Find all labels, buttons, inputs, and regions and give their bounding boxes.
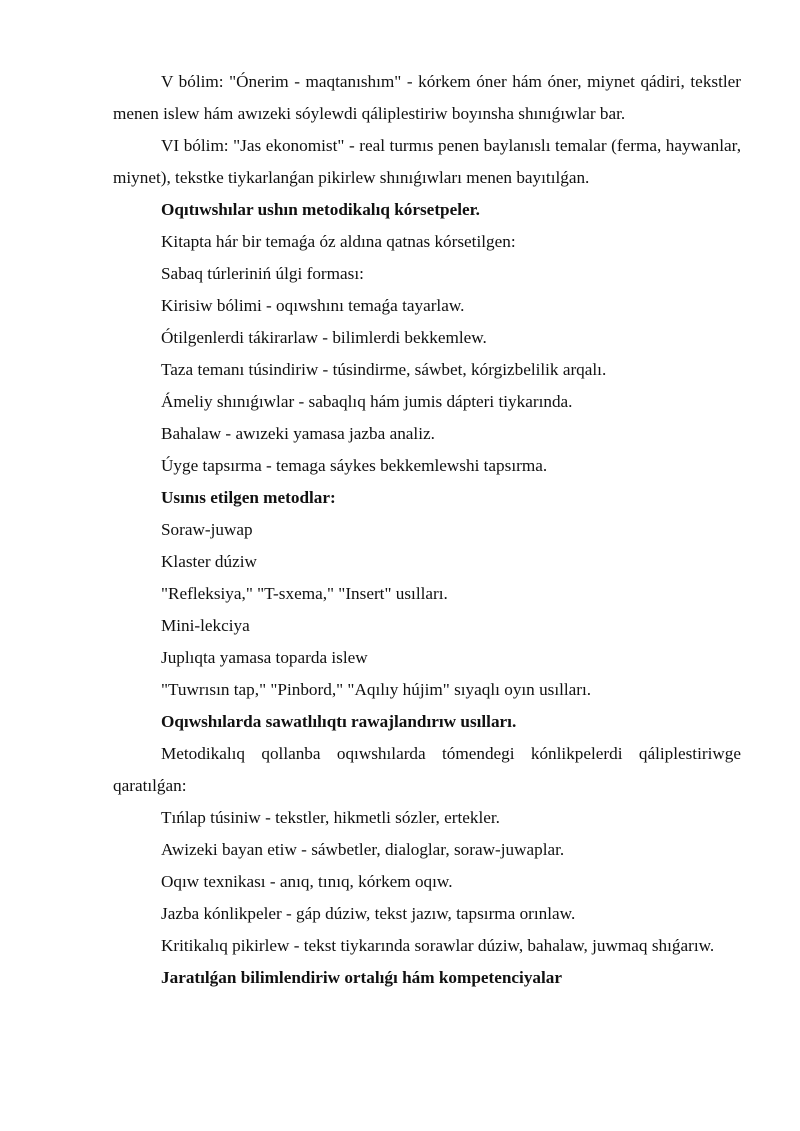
- list-item-introduction: Kirisiw bólimi - oqıwshını temaǵa tayarlaw.: [161, 296, 465, 315]
- paragraph-section-6: VI bólim: "Jas ekonomist" - real turmıs penen baylanıslı temalar (ferma, haywanlar, miynet), tekstke tiykarlanǵan pikirlew shınıǵıwları menen bayıtılǵan.: [113, 136, 741, 187]
- paragraph-skills-intro: Metodikalıq qollanba oqıwshılarda tómendegi kónlikpelerdi qáliplestiriwge qaratılǵan:: [113, 744, 741, 795]
- document-page: [113, 66, 741, 994]
- heading-learning-environment: Jaratılǵan bilimlendiriw ortalıǵı hám kompetenciyalar: [161, 968, 563, 987]
- list-item-new-topic: Taza temanı túsindiriw - túsindirme, sáwbet, kórgizbelilik arqalı.: [161, 360, 607, 379]
- list-item-review: Ótilgenlerdi tákirarlaw - bilimlerdi bekkemlew.: [161, 328, 487, 347]
- list-item-method-games: "Tuwrısın tap," "Pinbord," "Aqılıy hújim" sıyaqlı oyın usılları.: [161, 680, 592, 699]
- list-item-method-qa: Soraw-juwap: [161, 520, 253, 539]
- list-item-method-cluster: Klaster dúziw: [161, 552, 257, 571]
- list-item-skill-critical-thinking: Kritikalıq pikirlew - tekst tiykarında sorawlar dúziw, bahalaw, juwmaq shıǵarıw.: [161, 936, 715, 955]
- list-item-assessment: Bahalaw - awızeki yamasa jazba analiz.: [161, 424, 435, 443]
- heading-recommended-methods: Usınıs etilgen metodlar:: [161, 488, 336, 507]
- list-item-skill-speaking: Awizeki bayan etiw - sáwbetler, dialoglar, soraw-juwaplar.: [161, 840, 565, 859]
- list-item-method-groupwork: Juplıqta yamasa toparda islew: [161, 648, 368, 667]
- paragraph-topic-approach: Kitapta hár bir temaǵa óz aldına qatnas kórsetilgen:: [161, 232, 516, 251]
- list-item-method-minilecture: Mini-lekciya: [161, 616, 250, 635]
- list-item-skill-reading: Oqıw texnikası - anıq, tınıq, kórkem oqıw.: [161, 872, 453, 891]
- list-item-practice: Ámeliy shınıǵıwlar - sabaqlıq hám jumis dápteri tiykarında.: [161, 392, 573, 411]
- list-item-skill-writing: Jazba kónlikpeler - gáp dúziw, tekst jazıw, tapsırma orınlaw.: [161, 904, 576, 923]
- list-item-skill-listening: Tıńlap túsiniw - tekstler, hikmetli sózler, ertekler.: [161, 808, 500, 827]
- heading-teacher-guidelines: Oqıtıwshılar ushın metodikalıq kórsetpeler.: [161, 200, 480, 219]
- heading-literacy-methods: Oqıwshılarda sawatlılıqtı rawajlandırıw usılları.: [161, 712, 517, 731]
- paragraph-section-5: V bólim: "Ónerim - maqtanıshım" - kórkem óner hám óner, miynet qádiri, tekstler menen islew hám awızeki sóylewdi qáliplestiriw boyınsha shınıǵıwlar bar.: [113, 72, 741, 123]
- paragraph-lesson-form: Sabaq túrleriniń úlgi forması:: [161, 264, 364, 283]
- list-item-homework: Úyge tapsırma - temaga sáykes bekkemlewshi tapsırma.: [161, 456, 548, 475]
- list-item-method-reflection: "Refleksiya," "T-sxema," "Insert" usılları.: [161, 584, 448, 603]
